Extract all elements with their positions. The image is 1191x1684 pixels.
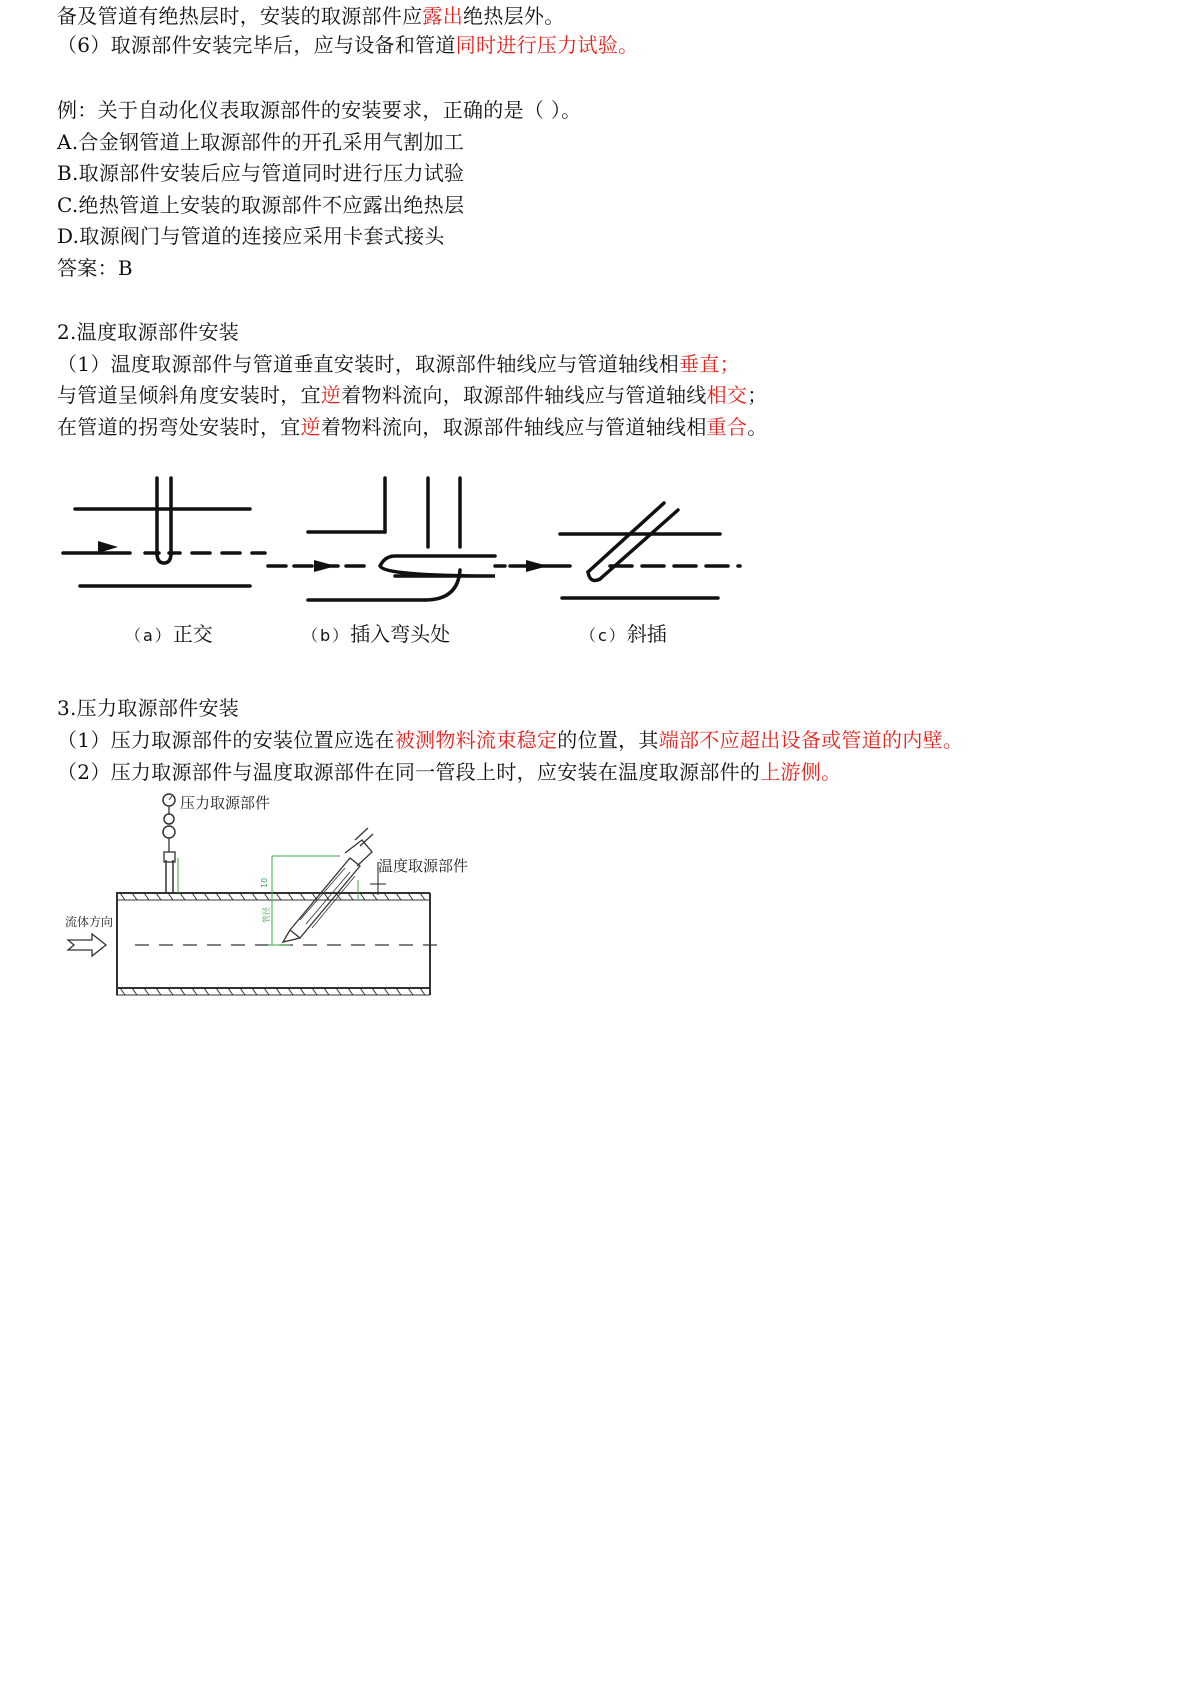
label-pressure-component: 压力取源部件 bbox=[180, 794, 271, 812]
text-line: （6）取源部件安装完毕后，应与设备和管道同时进行压力试验。 bbox=[57, 33, 639, 57]
caption-c: （c）斜插 bbox=[580, 622, 667, 646]
highlight: 被测物料流束稳定 bbox=[394, 728, 558, 752]
svg-text:管径: 管径 bbox=[262, 907, 271, 923]
label-temperature-component: 温度取源部件 bbox=[378, 857, 469, 875]
option-d: D.取源阀门与管道的连接应采用卡套式接头 bbox=[57, 224, 445, 248]
highlight: 相交 bbox=[706, 383, 748, 407]
highlight: 逆 bbox=[300, 415, 321, 439]
highlight: 端部不应超出设备或管道的内壁。 bbox=[658, 728, 964, 752]
text-line: 与管道呈倾斜角度安装时，宜逆着物料流向，取源部件轴线应与管道轴线相交； bbox=[57, 383, 768, 407]
highlight: 垂直； bbox=[679, 352, 740, 376]
highlight: 重合 bbox=[706, 415, 748, 439]
text-line: 在管道的拐弯处安装时，宜逆着物料流向，取源部件轴线应与管道轴线相重合。 bbox=[57, 415, 768, 439]
caption-b: （b）插入弯头处 bbox=[302, 622, 451, 646]
option-c: C.绝热管道上安装的取源部件不应露出绝热层 bbox=[57, 193, 465, 217]
text-line: （1）温度取源部件与管道垂直安装时，取源部件轴线应与管道轴线相垂直； bbox=[57, 352, 740, 376]
option-a: A.合金钢管道上取源部件的开孔采用气割加工 bbox=[57, 130, 465, 154]
highlight: 上游侧。 bbox=[760, 760, 842, 784]
option-b: B.取源部件安装后应与管道同时进行压力试验 bbox=[57, 161, 465, 185]
highlight: 露出 bbox=[422, 4, 464, 28]
caption-a: （a）正交 bbox=[125, 622, 213, 646]
figure-c-oblique bbox=[510, 503, 740, 598]
answer: 答案：B bbox=[57, 256, 133, 280]
text-line: 备及管道有绝热层时，安装的取源部件应露出绝热层外。 bbox=[57, 4, 565, 28]
highlight: 同时进行压力试验。 bbox=[455, 33, 639, 57]
svg-text:10: 10 bbox=[260, 877, 269, 888]
text-line: （2）压力取源部件与温度取源部件在同一管段上时，应安装在温度取源部件的上游侧。 bbox=[57, 760, 842, 784]
section-title: 2.温度取源部件安装 bbox=[57, 320, 240, 344]
label-flow-direction: 流体方向 bbox=[65, 915, 114, 929]
section-title: 3.压力取源部件安装 bbox=[57, 696, 240, 720]
highlight: 逆 bbox=[320, 383, 342, 407]
text-line: （1）压力取源部件的安装位置应选在被测物料流束稳定的位置，其端部不应超出设备或管道的内壁。 bbox=[57, 728, 964, 752]
example-question: 例：关于自动化仪表取源部件的安装要求，正确的是（ ）。 bbox=[57, 98, 582, 122]
